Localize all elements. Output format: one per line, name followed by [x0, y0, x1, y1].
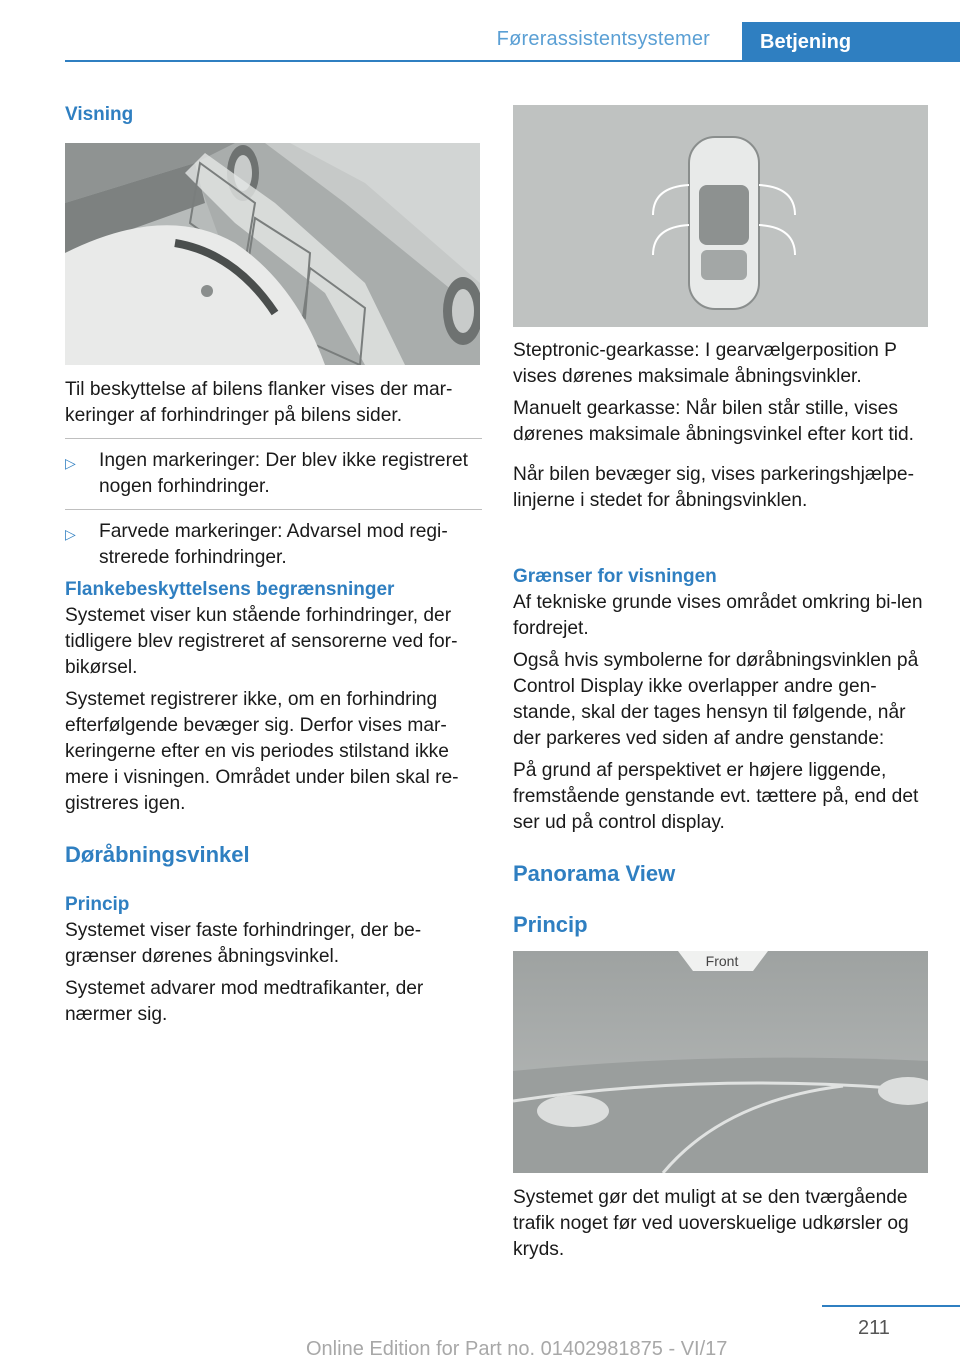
bullet-text: Ingen markeringer: Der blev ikke registreret nogen forhindringer.: [99, 450, 468, 497]
princip-paragraph-1: Systemet viser faste forhindringer, der be-grænser dørenes åbningsvinkel.: [65, 920, 422, 967]
heading-visning: Visning: [65, 104, 134, 125]
header-chapter-tab: Betjening: [742, 22, 960, 62]
panorama-view-illustration: [513, 951, 928, 1173]
footer-edition: Online Edition for Part no. 01402981875 - VI/17: [306, 1338, 728, 1360]
panorama-paragraph: Systemet gør det muligt at se den tværgående trafik noget før ved uoverskuelige udkørsler og kryds.: [513, 1187, 909, 1260]
display-limits-paragraph-1: Af tekniske grunde vises området omkring bi-len fordrejet.: [513, 592, 923, 639]
heading-princip: Princip: [65, 894, 130, 915]
footer-rule: [822, 1305, 960, 1307]
parking-flank-image: [65, 143, 480, 365]
bullet-separator: [65, 438, 482, 439]
bullet-text: Farvede markeringer: Advarsel mod regi-strerede forhindringer.: [99, 521, 448, 568]
bullet-item: [65, 448, 482, 500]
flank-limits-paragraph-1: Systemet viser kun stående forhindringer, der tidligere blev registreret af sensorerne ved for-bikørsel.: [65, 605, 458, 678]
car-top-view-image: [513, 105, 928, 327]
heading-display-limits: Grænser for visningen: [513, 566, 717, 587]
heading-panorama-view: Panorama View: [513, 861, 676, 886]
steptronic-paragraph: Steptronic-gearkasse: I gearvælgerposition P vises dørenes maksimale åbningsvinkler.: [513, 340, 897, 387]
moving-paragraph: Når bilen bevæger sig, vises parkeringshjælpe-linjerne i stedet for åbningsvinklen.: [513, 464, 914, 511]
heading-flank-limits: Flankebeskyttelsens begrænsninger: [65, 579, 395, 600]
visning-paragraph: Til beskyttelse af bilens flanker vises der mar-keringer af forhindringer på bilens sider.: [65, 379, 453, 426]
princip-paragraph-2: Systemet advarer mod medtrafikanter, der nærmer sig.: [65, 978, 424, 1025]
manual-gear-paragraph: Manuelt gearkasse: Når bilen står stille, vises dørenes maksimale åbningsvinkel efter kort tid.: [513, 398, 914, 445]
display-limits-paragraph-3: På grund af perspektivet er højere liggende, fremstående genstande evt. tættere på, end det ser ud på control display.: [513, 760, 919, 833]
bullet-item: [65, 519, 482, 571]
heading-panorama-princip: Princip: [513, 912, 588, 937]
display-limits-paragraph-2: Også hvis symbolerne for døråbningsvinklen på Control Display ikke overlapper andre gen-stande, skal der tages hensyn til følgende, når der parkeres ved siden af andre genstande:: [513, 650, 919, 749]
front-camera-label: Front: [705, 953, 739, 969]
header-section-title: Førerassistentsystemer: [496, 28, 710, 50]
heading-door-angle: Døråbningsvinkel: [65, 842, 250, 867]
flank-limits-paragraph-2: Systemet registrerer ikke, om en forhindring efterfølgende bevæger sig. Derfor vises mar-keringerne efter en vis periodes stilstand ikke mere i visningen. Området under bilen skal re-gistreres igen.: [65, 689, 459, 814]
panorama-camera-image: [513, 951, 928, 1173]
header-rule: [65, 60, 960, 62]
page-number: 211: [858, 1317, 890, 1339]
bullet-triangle-icon: ▷: [65, 455, 76, 471]
bullet-triangle-icon: ▷: [65, 526, 76, 542]
flank-protection-illustration: [65, 143, 480, 365]
door-angle-illustration: [513, 105, 928, 327]
bullet-separator: [65, 509, 482, 510]
